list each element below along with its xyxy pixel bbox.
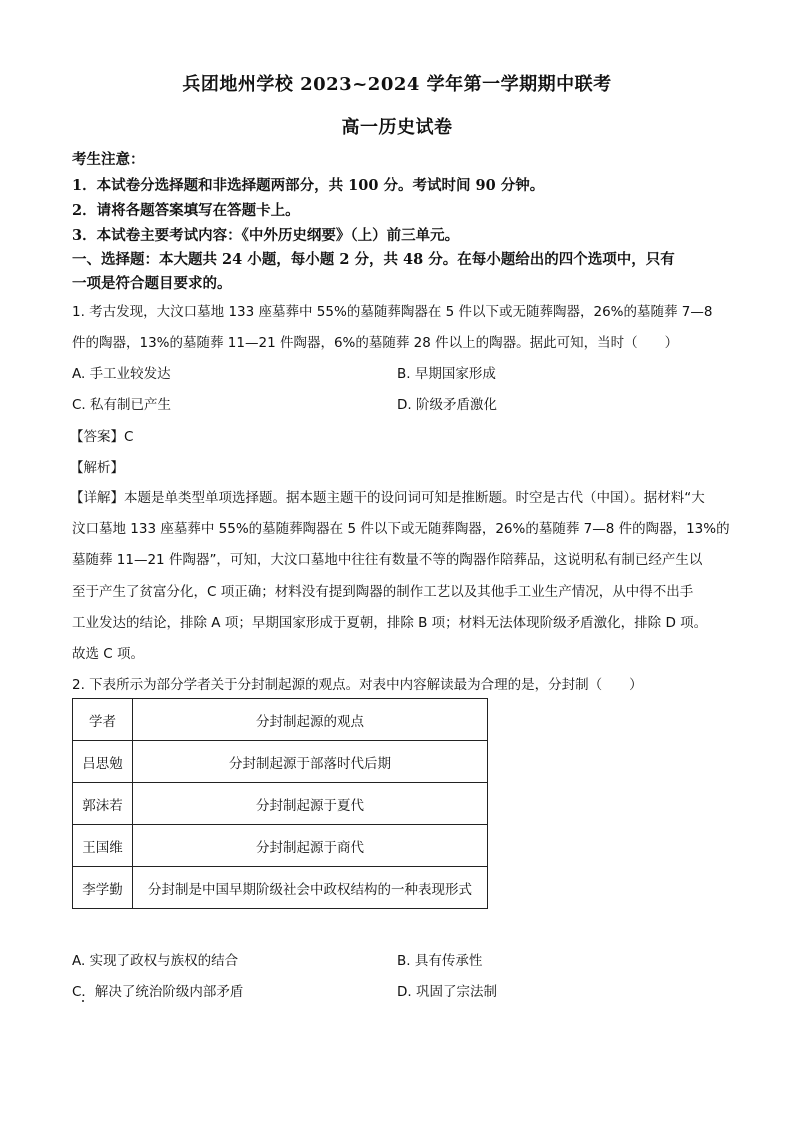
table-row [73,867,488,909]
notice-item-1: 1．本试卷分选择题和非选择题两部分，共 100 分。考试时间 90 分钟。 [72,177,545,194]
notice-item-3: 3．本试卷主要考试内容：《中外历史纲要》（上）前三单元。 [72,227,460,244]
section-heading-line-2: 一项是符合题目要求的。 [72,275,232,292]
notice-item-2: 2．请将各题答案填写在答题卡上。 [72,202,300,219]
table-cell-scholar: 郭沫若 [73,783,133,825]
section-heading-line-1: 一、选择题：本大题共 24 小题，每小题 2 分，共 48 分。在每小题给出的四个选项中，只有 [72,251,675,268]
notice-heading: 考生注意： [72,151,145,168]
q1-detail-line-1: 【详解】本题是单类型单项选择题。据本题主题干的设问词可知是推断题。时空是古代（中国）。据材料“大 [70,490,705,506]
q1-detail-line-3: 墓随葬 11—21 件陶器”，可知，大汶口墓地中往往有数量不等的陶器作陪葬品，这说明私有制已经产生以 [72,552,703,568]
q1-answer: 【答案】C [70,429,134,445]
exam-subtitle: 高一历史试卷 [341,117,453,138]
table-cell-view: 分封制起源于部落时代后期 [133,741,488,783]
scholars-table [72,698,488,909]
q1-option-a: A. 手工业较发达 [72,366,171,382]
q1-detail-line-2: 汶口墓地 133 座墓葬中 55%的墓随葬陶器在 5 件以下或无随葬陶器，26%的墓随葬 7—8 件的陶器，13%的 [72,521,730,537]
table-cell-scholar: 吕思勉 [73,741,133,783]
q1-option-b: B. 早期国家形成 [397,366,496,382]
table-row [73,741,488,783]
table-cell-scholar: 王国维 [73,825,133,867]
q1-stem-line-2: 件的陶器，13%的墓随葬 11—21 件陶器，6%的墓随葬 28 件以上的陶器。据此可知，当时（ ） [72,335,679,351]
table-header-cell: 分封制起源的观点 [133,699,488,741]
q1-detail-line-4: 至于产生了贫富分化，C 项正确；材料没有提到陶器的制作工艺以及其他手工业生产情况，从中得不出手 [72,584,694,600]
q1-option-c: C. 私有制已产生 [72,397,172,413]
q1-detail-line-6: 故选 C 项。 [72,646,145,662]
stray-mark [82,1000,84,1002]
table-row [73,825,488,867]
q1-stem-line-1: 1. 考古发现，大汶口墓地 133 座墓葬中 55%的墓随葬陶器在 5 件以下或无随葬陶器，26%的墓随葬 7—8 [72,304,713,320]
q1-analysis-label: 【解析】 [70,460,124,476]
table-cell-scholar: 李学勤 [73,867,133,909]
q2-option-d: D. 巩固了宗法制 [397,984,497,1000]
table-cell-view: 分封制是中国早期阶级社会中政权结构的一种表现形式 [133,867,488,909]
q2-option-a: A. 实现了政权与族权的结合 [72,953,239,969]
q1-option-d: D. 阶级矛盾激化 [397,397,497,413]
q1-detail-line-5: 工业发达的结论，排除 A 项；早期国家形成于夏朝，排除 B 项；材料无法体现阶级矛盾激化，排除 D 项。 [72,615,708,631]
q2-option-c: C．解决了统治阶级内部矛盾 [72,984,244,1000]
q2-option-b: B. 具有传承性 [397,953,483,969]
table-cell-view: 分封制起源于商代 [133,825,488,867]
q2-stem: 2. 下表所示为部分学者关于分封制起源的观点。对表中内容解读最为合理的是，分封制（ ） [72,677,643,693]
table-cell-view: 分封制起源于夏代 [133,783,488,825]
table-row [73,783,488,825]
exam-title: 兵团地州学校 2023~2024 学年第一学期期中联考 [182,74,612,95]
table-header-cell: 学者 [73,699,133,741]
table-header-row [73,699,488,741]
